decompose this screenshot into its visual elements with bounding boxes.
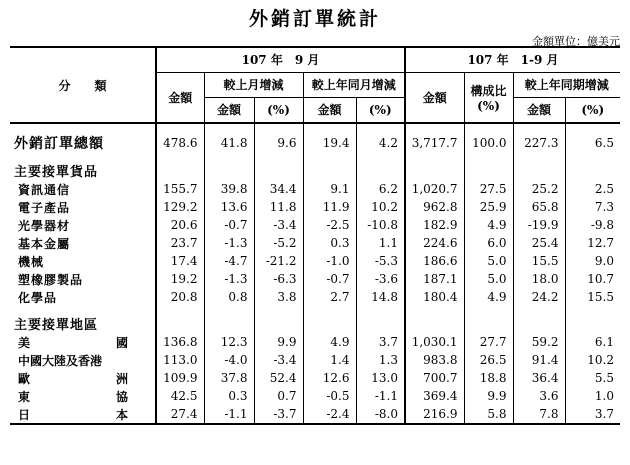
cell: 12.3: [204, 333, 254, 351]
table-row: [10, 333, 620, 351]
cell: 186.6: [405, 252, 464, 270]
row-label: [10, 405, 156, 424]
cell: 7.8: [513, 405, 565, 424]
cell: 34.4: [254, 180, 303, 198]
cell: 1.3: [356, 351, 405, 369]
cell: 13.6: [204, 198, 254, 216]
row-label: 化學品: [18, 290, 58, 305]
cell: 136.8: [156, 333, 204, 351]
row-label-part: 歐: [18, 371, 31, 386]
cell: -1.3: [204, 270, 254, 288]
table-row: [10, 405, 620, 424]
cell: -0.5: [303, 387, 356, 405]
row-label-part: 美: [18, 335, 31, 350]
cell: 5.0: [464, 252, 513, 270]
cell: 15.5: [565, 288, 620, 306]
cell: 1.0: [565, 387, 620, 405]
row-label-part: 東: [18, 389, 31, 404]
cell: 227.3: [513, 133, 565, 153]
cell: -0.7: [204, 216, 254, 234]
cell: -2.4: [303, 405, 356, 424]
cell: 180.4: [405, 288, 464, 306]
cell: 100.0: [464, 133, 513, 153]
row-label-part: 協: [115, 389, 128, 404]
cell: 41.8: [204, 133, 254, 153]
row-label: [10, 369, 156, 387]
vs-last-year-month-header: 較上年同月增減: [303, 72, 405, 97]
cell: -1.0: [303, 252, 356, 270]
row-label: [10, 387, 156, 405]
cell: 27.5: [464, 180, 513, 198]
cell: 700.7: [405, 369, 464, 387]
cell: 42.5: [156, 387, 204, 405]
cell: 962.8: [405, 198, 464, 216]
export-orders-table: [10, 46, 620, 425]
cell: 37.8: [204, 369, 254, 387]
table-row: [10, 180, 620, 198]
cell: 65.8: [513, 198, 565, 216]
cell: 3,717.7: [405, 133, 464, 153]
cell: 17.4: [156, 252, 204, 270]
cell: 20.6: [156, 216, 204, 234]
cell: 91.4: [513, 351, 565, 369]
cell: 9.0: [565, 252, 620, 270]
table-row: [10, 288, 620, 306]
unit-note: 金額單位：億美元: [532, 35, 620, 48]
cell: 25.2: [513, 180, 565, 198]
row-label: 塑橡膠製品: [18, 272, 84, 287]
cell: 15.5: [513, 252, 565, 270]
cell: 9.9: [464, 387, 513, 405]
cell: 187.1: [405, 270, 464, 288]
cell: 4.9: [303, 333, 356, 351]
amount-header-ytd: 金額: [405, 72, 464, 123]
cell: -4.0: [204, 351, 254, 369]
share-label: 構成比: [470, 83, 507, 98]
cell: 10.2: [356, 198, 405, 216]
cell: -0.7: [303, 270, 356, 288]
cell: 23.7: [156, 234, 204, 252]
cell: 11.8: [254, 198, 303, 216]
vs-last-month-header: 較上月增減: [204, 72, 303, 97]
vs-last-year-period-header: 較上年同期增減: [513, 72, 620, 97]
cell: -2.5: [303, 216, 356, 234]
cell: -19.9: [513, 216, 565, 234]
cell: 10.2: [565, 351, 620, 369]
row-label: [10, 333, 156, 351]
cell: 26.5: [464, 351, 513, 369]
cell: 18.8: [464, 369, 513, 387]
cell: 478.6: [156, 133, 204, 153]
row-label: 機械: [18, 254, 45, 269]
sub-pct-header: (%): [254, 97, 303, 123]
cell: -3.7: [254, 405, 303, 424]
cell: 13.0: [356, 369, 405, 387]
cell: -6.3: [254, 270, 303, 288]
row-label: 資訊通信: [18, 182, 71, 197]
row-label-part: 洲: [115, 371, 128, 386]
cell: -1.3: [204, 234, 254, 252]
cell: 0.8: [204, 288, 254, 306]
cell: -4.7: [204, 252, 254, 270]
cell: 0.3: [204, 387, 254, 405]
cell: 24.2: [513, 288, 565, 306]
row-label: 電子產品: [18, 200, 71, 215]
cell: 6.0: [464, 234, 513, 252]
cell: 36.4: [513, 369, 565, 387]
sub-amount-header: 金額: [204, 97, 254, 123]
cell: 39.8: [204, 180, 254, 198]
sub-amount-header: 金額: [513, 97, 565, 123]
cell: 1.1: [356, 234, 405, 252]
cell: 9.1: [303, 180, 356, 198]
table-row: [10, 369, 620, 387]
cell: 0.7: [254, 387, 303, 405]
cell: 2.7: [303, 288, 356, 306]
sub-pct-header: (%): [356, 97, 405, 123]
cell: 14.8: [356, 288, 405, 306]
cell: 109.9: [156, 369, 204, 387]
row-label-part: 國: [115, 335, 128, 350]
period-header-month: 107 年 9 月: [156, 47, 405, 72]
amount-header-month: 金額: [156, 72, 204, 123]
cell: 5.5: [565, 369, 620, 387]
cell: 27.7: [464, 333, 513, 351]
cell: 20.8: [156, 288, 204, 306]
table-row: [10, 270, 620, 288]
row-label: 光學器材: [18, 218, 71, 233]
cell: -21.2: [254, 252, 303, 270]
cell: 59.2: [513, 333, 565, 351]
row-label: 中國大陸及香港: [18, 353, 103, 368]
cell: -5.3: [356, 252, 405, 270]
cell: 7.3: [565, 198, 620, 216]
row-label-part: 日: [18, 407, 31, 422]
cell: -10.8: [356, 216, 405, 234]
sub-amount-header: 金額: [303, 97, 356, 123]
cell: 25.9: [464, 198, 513, 216]
cell: 1,020.7: [405, 180, 464, 198]
cell: 25.4: [513, 234, 565, 252]
goods-heading: 主要接單貨品: [14, 165, 99, 180]
cell: 216.9: [405, 405, 464, 424]
report-title: 外銷訂單統計: [248, 8, 381, 30]
cell: 19.2: [156, 270, 204, 288]
cell: 11.9: [303, 198, 356, 216]
cell: 369.4: [405, 387, 464, 405]
cell: 1.4: [303, 351, 356, 369]
cell: 224.6: [405, 234, 464, 252]
cell: 182.9: [405, 216, 464, 234]
table-row: [10, 351, 620, 369]
cell: 6.1: [565, 333, 620, 351]
cell: 3.7: [356, 333, 405, 351]
category-header: 分 類: [10, 47, 156, 123]
cell: 1,030.1: [405, 333, 464, 351]
cell: 5.0: [464, 270, 513, 288]
table-row: [10, 252, 620, 270]
cell: -3.6: [356, 270, 405, 288]
cell: 983.8: [405, 351, 464, 369]
cell: 9.9: [254, 333, 303, 351]
cell: 2.5: [565, 180, 620, 198]
cell: 3.7: [565, 405, 620, 424]
cell: 10.7: [565, 270, 620, 288]
table-row: [10, 216, 620, 234]
cell: 0.3: [303, 234, 356, 252]
cell: 12.7: [565, 234, 620, 252]
period-header-ytd: 107 年 1-9 月: [405, 47, 620, 72]
cell: 52.4: [254, 369, 303, 387]
cell: 5.8: [464, 405, 513, 424]
row-label-part: 本: [115, 407, 128, 422]
cell: -3.4: [254, 351, 303, 369]
cell: 4.9: [464, 216, 513, 234]
table-row: [10, 234, 620, 252]
cell: 4.9: [464, 288, 513, 306]
row-label: 基本金屬: [18, 236, 71, 251]
share-header: [464, 72, 513, 123]
cell: -9.8: [565, 216, 620, 234]
cell: 3.8: [254, 288, 303, 306]
cell: 4.2: [356, 133, 405, 153]
share-unit: (%): [477, 98, 500, 113]
cell: 3.6: [513, 387, 565, 405]
cell: 12.6: [303, 369, 356, 387]
table-row: [10, 133, 620, 153]
cell: 129.2: [156, 198, 204, 216]
cell: -1.1: [204, 405, 254, 424]
cell: 6.2: [356, 180, 405, 198]
total-label: 外銷訂單總額: [14, 136, 104, 152]
cell: 19.4: [303, 133, 356, 153]
table-row: [10, 198, 620, 216]
cell: 6.5: [565, 133, 620, 153]
cell: -1.1: [356, 387, 405, 405]
cell: 155.7: [156, 180, 204, 198]
cell: 27.4: [156, 405, 204, 424]
sub-pct-header: (%): [565, 97, 620, 123]
cell: 9.6: [254, 133, 303, 153]
cell: -5.2: [254, 234, 303, 252]
table-row: [10, 387, 620, 405]
cell: 18.0: [513, 270, 565, 288]
cell: 113.0: [156, 351, 204, 369]
cell: -8.0: [356, 405, 405, 424]
regions-heading: 主要接單地區: [14, 318, 99, 333]
cell: -3.4: [254, 216, 303, 234]
